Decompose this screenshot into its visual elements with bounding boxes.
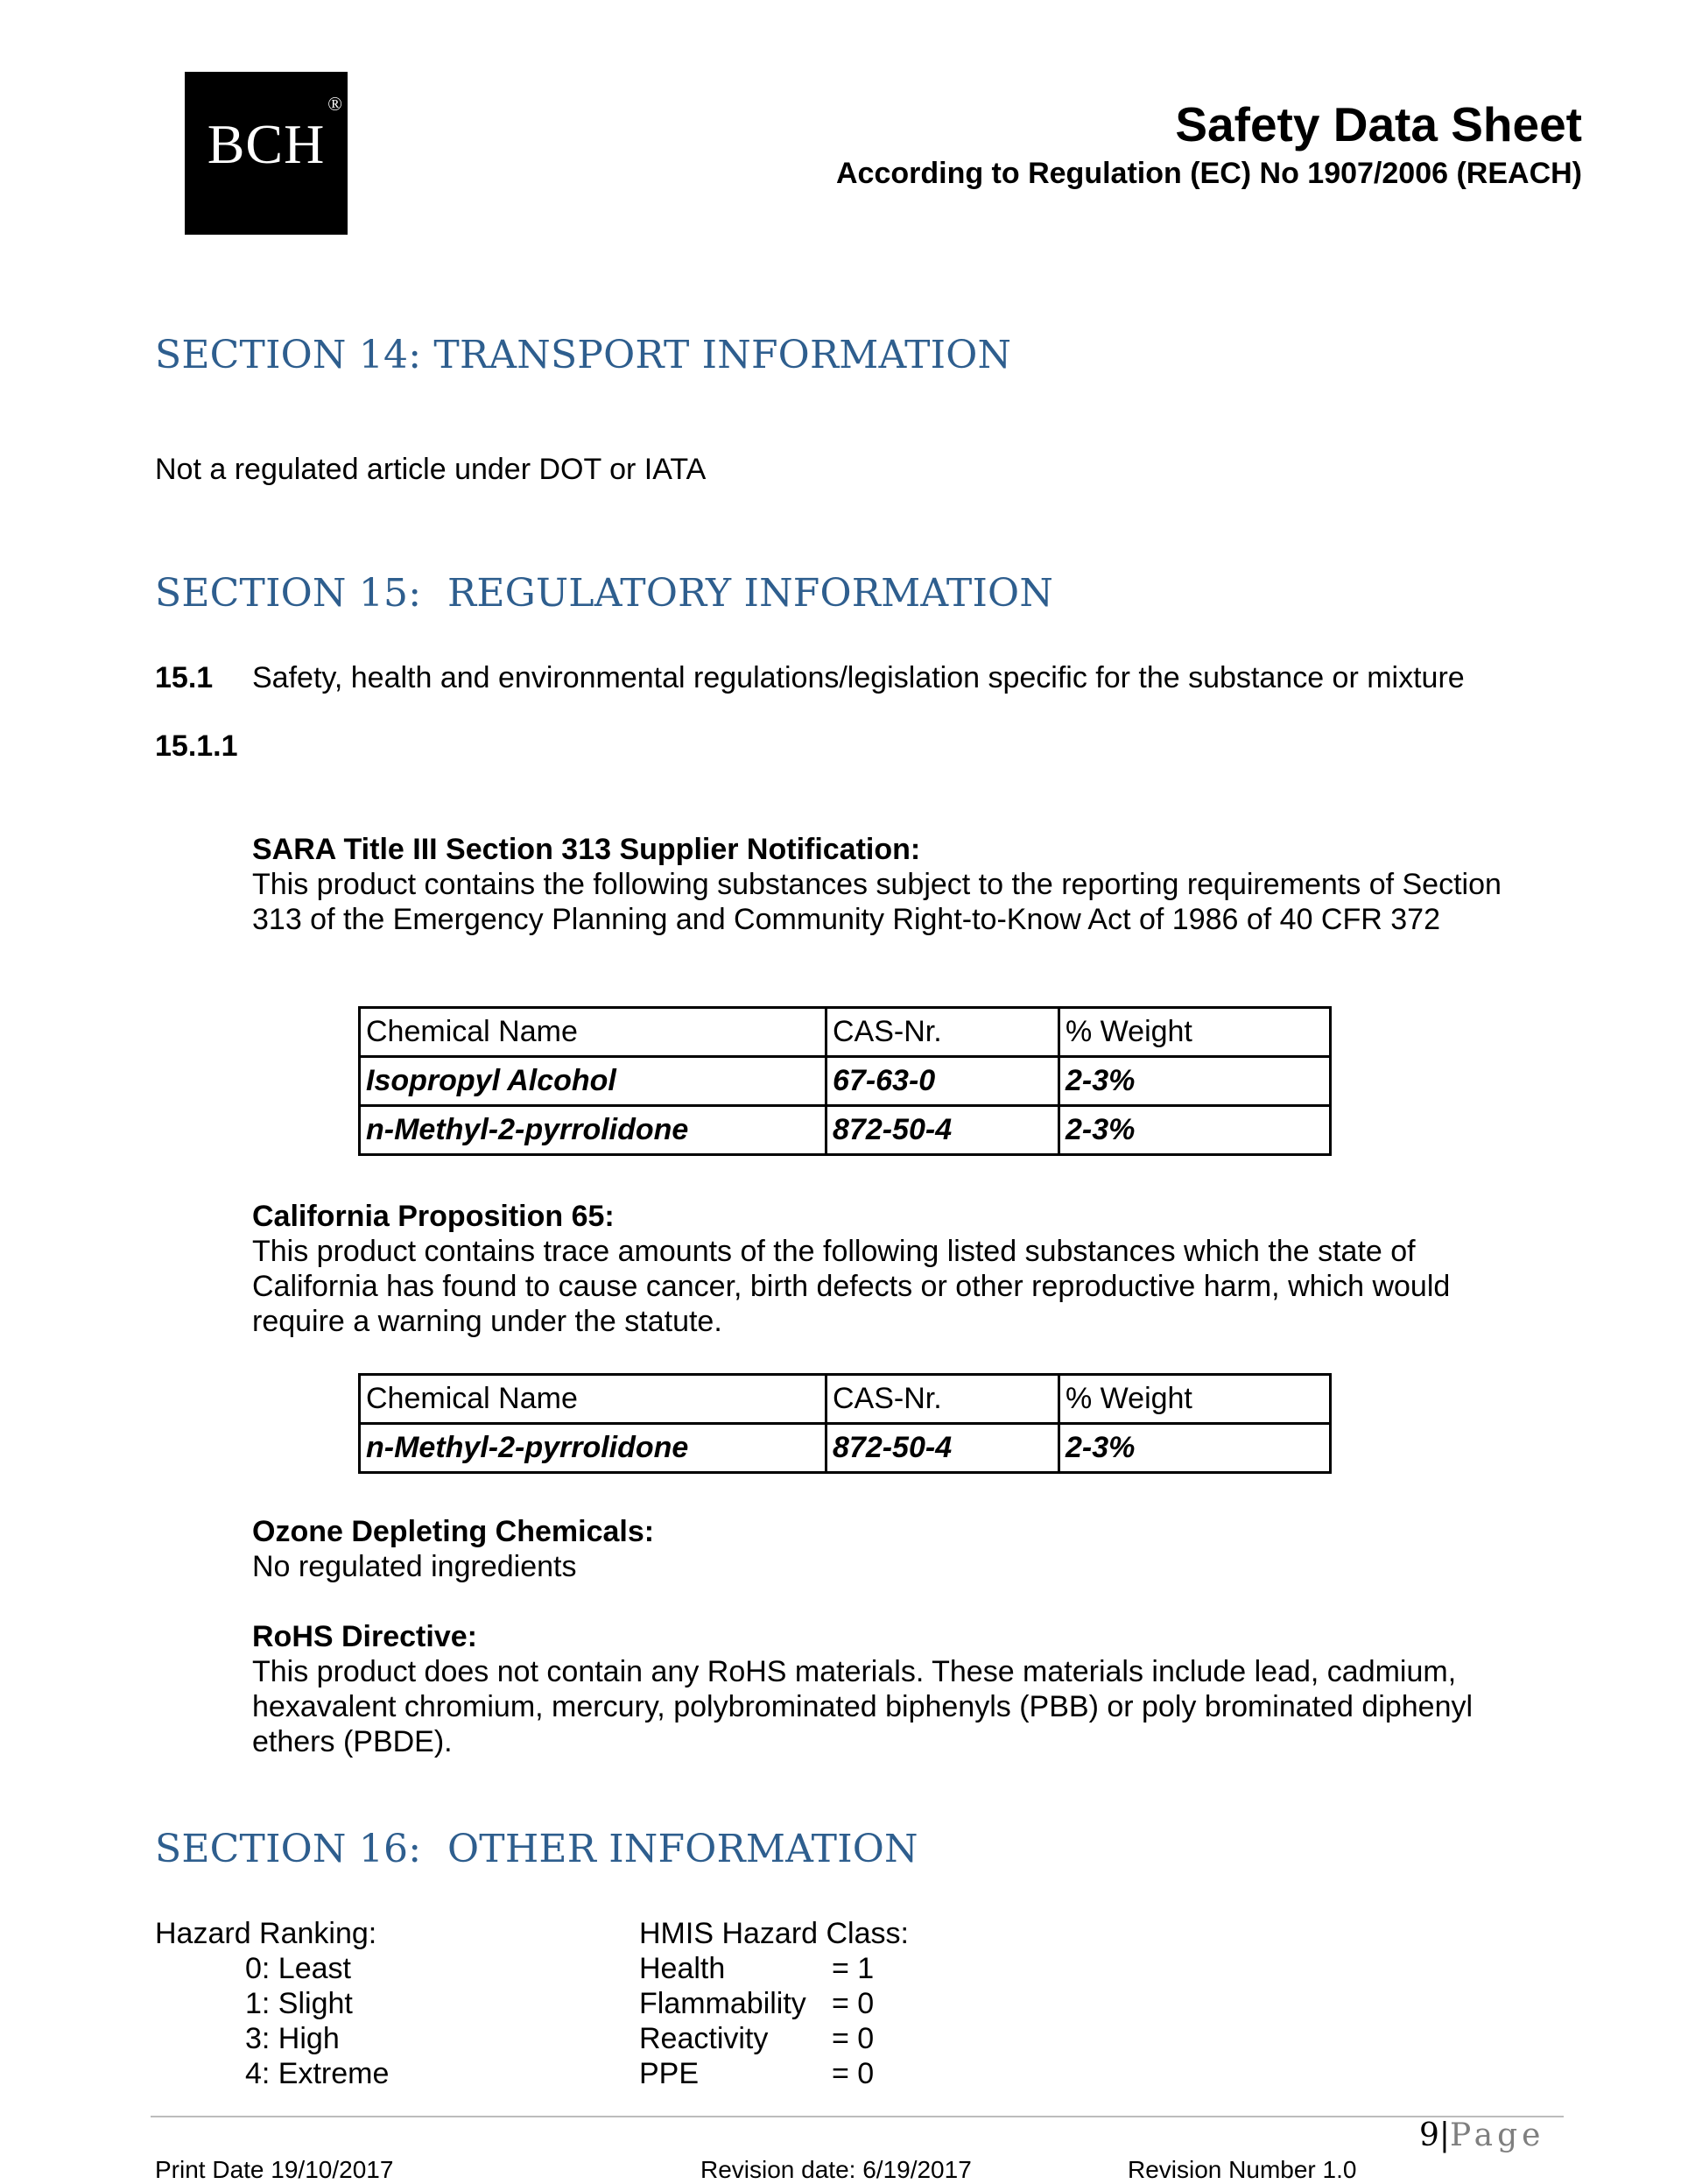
section-15-title: REGULATORY INFORMATION (447, 571, 1054, 616)
column-header-weight: % Weight (1059, 1008, 1331, 1057)
sara-text-line-1: This product contains the following substances subject to the reporting requirements of Section (252, 868, 1502, 901)
hazard-ranking-item: 0: Least (245, 1952, 351, 1985)
section-14-heading: SECTION 14: TRANSPORT INFORMATION (155, 333, 1012, 377)
revision-number: Revision Number 1.0 (1128, 2156, 1357, 2183)
registered-mark: ® (327, 93, 342, 115)
section-16-title: OTHER INFORMATION (447, 1827, 918, 1871)
hmis-item-value: = 0 (832, 1987, 875, 2020)
cas-number-cell: 67-63-0 (826, 1057, 1059, 1106)
prop65-chemical-table (358, 1373, 1332, 1474)
prop65-title: California Proposition 65: (252, 1200, 615, 1233)
subsection-15-1-text: Safety, health and environmental regulations/legislation specific for the substance or mixture (252, 661, 1465, 694)
table-header-row (360, 1375, 1331, 1424)
hmis-label: HMIS Hazard Class: (639, 1917, 909, 1950)
document-title: Safety Data Sheet (1175, 97, 1582, 151)
ozone-title: Ozone Depleting Chemicals: (252, 1515, 655, 1548)
page-number-value: 9 (1419, 2117, 1439, 2153)
logo-text: BCH (207, 113, 326, 175)
table-row (360, 1424, 1331, 1473)
column-header-chemical-name: Chemical Name (360, 1008, 826, 1057)
chemical-name-cell: Isopropyl Alcohol (360, 1057, 826, 1106)
rohs-title: RoHS Directive: (252, 1620, 477, 1653)
column-header-cas-nr: CAS-Nr. (826, 1375, 1059, 1424)
column-header-weight: % Weight (1059, 1375, 1331, 1424)
hazard-ranking-item: 4: Extreme (245, 2057, 390, 2090)
chemical-name-cell: n-Methyl-2-pyrrolidone (360, 1106, 826, 1155)
hmis-item-value: = 0 (832, 2022, 875, 2055)
prop65-text-line-3: require a warning under the statute. (252, 1305, 722, 1338)
section-16-heading (155, 1827, 918, 1871)
hmis-item-value: = 1 (832, 1952, 875, 1985)
revision-date: Revision date: 6/19/2017 (700, 2156, 972, 2183)
hmis-item-value: = 0 (832, 2057, 875, 2090)
rohs-text-line-3: ethers (PBDE). (252, 1725, 453, 1758)
hazard-ranking-item: 3: High (245, 2022, 340, 2055)
cas-number-cell: 872-50-4 (826, 1106, 1059, 1155)
hmis-item-name: Flammability (639, 1987, 806, 2020)
table-row (360, 1106, 1331, 1155)
prop65-text-line-1: This product contains trace amounts of the following listed substances which the state of (252, 1235, 1416, 1268)
table-row (360, 1057, 1331, 1106)
weight-cell: 2-3% (1059, 1057, 1331, 1106)
subsection-15-1-1-number: 15.1.1 (155, 729, 238, 763)
sara-text-line-2: 313 of the Emergency Planning and Community Right-to-Know Act of 1986 of 40 CFR 372 (252, 903, 1440, 936)
page-number-separator: | (1438, 2117, 1451, 2153)
hmis-item-name: Health (639, 1952, 726, 1985)
hmis-item-name: Reactivity (639, 2022, 769, 2055)
section-14-text: Not a regulated article under DOT or IATA (155, 453, 707, 486)
document-subtitle: According to Regulation (EC) No 1907/2006 (REACH) (835, 157, 1582, 190)
hmis-item-name: PPE (639, 2057, 700, 2090)
hazard-ranking-item: 1: Slight (245, 1987, 353, 2020)
section-15-heading (155, 571, 1054, 616)
column-header-cas-nr: CAS-Nr. (826, 1008, 1059, 1057)
section-15-number: SECTION 15: (155, 571, 422, 616)
page-label: Page (1450, 2117, 1545, 2153)
section-16-number: SECTION 16: (155, 1827, 422, 1871)
hazard-ranking-label: Hazard Ranking: (155, 1917, 377, 1950)
weight-cell: 2-3% (1059, 1106, 1331, 1155)
sara-title: SARA Title III Section 313 Supplier Notification: (252, 833, 921, 866)
subsection-15-1-number: 15.1 (155, 661, 214, 694)
footer-divider (151, 2116, 1564, 2117)
chemical-name-cell: n-Methyl-2-pyrrolidone (360, 1424, 826, 1473)
ozone-text: No regulated ingredients (252, 1550, 577, 1583)
table-header-row (360, 1008, 1331, 1057)
column-header-chemical-name: Chemical Name (360, 1375, 826, 1424)
cas-number-cell: 872-50-4 (826, 1424, 1059, 1473)
rohs-text-line-1: This product does not contain any RoHS materials. These materials include lead, cadmium, (252, 1655, 1457, 1688)
weight-cell: 2-3% (1059, 1424, 1331, 1473)
rohs-text-line-2: hexavalent chromium, mercury, polybrominated biphenyls (PBB) or poly brominated diphenyl (252, 1690, 1474, 1723)
company-logo (185, 72, 348, 235)
print-date: Print Date 19/10/2017 (155, 2156, 394, 2183)
page-number (1419, 2117, 1544, 2153)
prop65-text-line-2: California has found to cause cancer, birth defects or other reproductive harm, which would (252, 1270, 1451, 1303)
sara-chemical-table (358, 1006, 1332, 1156)
